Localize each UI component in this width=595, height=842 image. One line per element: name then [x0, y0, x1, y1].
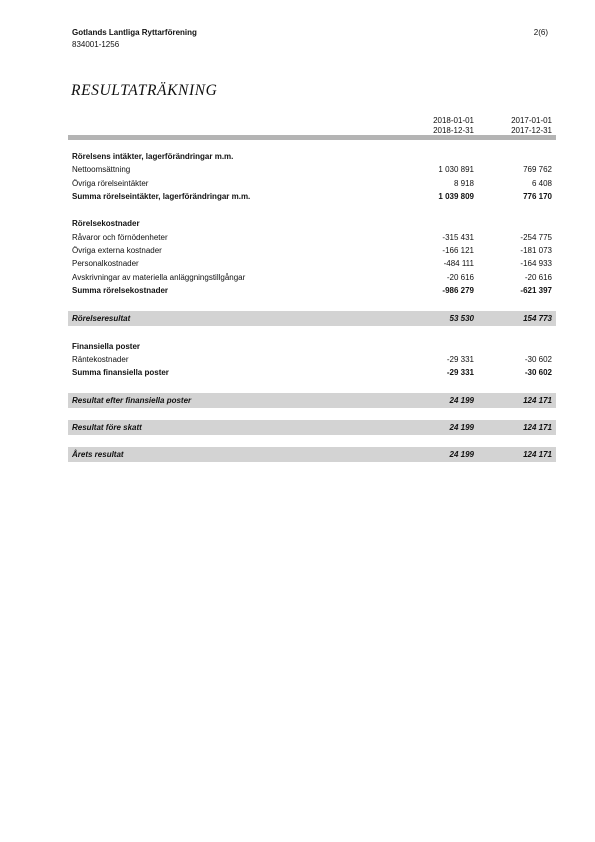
value-2017: -164 933 [520, 259, 552, 269]
row-label: Personalkostnader [72, 259, 139, 269]
row-label: Räntekostnader [72, 355, 129, 365]
row-label: Råvaror och förnödenheter [72, 232, 168, 242]
table-row [68, 271, 556, 284]
table-row [68, 163, 556, 176]
band-row-result-before-tax [68, 420, 556, 435]
spacer [68, 298, 556, 312]
column-header-2018 [433, 116, 474, 136]
column-2017-to: 2017-12-31 [511, 126, 552, 135]
sum-row-costs [68, 284, 556, 297]
heading-label: Rörelsens intäkter, lagerförändringar m.m. [72, 152, 234, 161]
band-row-operating-result [68, 311, 556, 326]
value-2017: 124 171 [523, 450, 552, 460]
row-label: Övriga externa kostnader [72, 245, 162, 255]
value-2018: -484 111 [443, 259, 474, 269]
section-heading-financial [68, 340, 556, 353]
table-row [68, 177, 556, 190]
value-2018: -315 431 [442, 232, 474, 242]
value-2018: 53 530 [449, 314, 474, 324]
band-row-result-after-financial [68, 393, 556, 408]
band-row-year-result [68, 447, 556, 462]
row-label: Resultat före skatt [72, 423, 142, 433]
section-heading-income [68, 150, 556, 163]
value-2018: 24 199 [449, 450, 474, 460]
row-label: Nettoomsättning [72, 165, 131, 175]
spacer [68, 408, 556, 420]
table-row [68, 353, 556, 366]
spacer [68, 435, 556, 447]
value-2018: 1 039 809 [438, 192, 474, 202]
income-statement-table [68, 150, 556, 462]
value-2018: 8 918 [453, 178, 474, 188]
org-name: Gotlands Lantliga Ryttarförening [72, 28, 197, 37]
column-2018-to: 2018-12-31 [433, 126, 474, 135]
row-label: Summa rörelsekostnader [72, 286, 169, 296]
heading-label: Rörelsekostnader [72, 219, 140, 229]
value-2017: -30 602 [524, 355, 552, 365]
org-number: 834001-1256 [72, 40, 120, 49]
table-row [68, 231, 556, 244]
value-2018: 24 199 [449, 423, 474, 433]
value-2018: -29 331 [446, 355, 474, 365]
value-2018: -20 616 [446, 272, 474, 282]
value-2017: 154 773 [523, 314, 552, 324]
spacer [68, 326, 556, 340]
value-2017: -254 775 [520, 232, 552, 242]
table-row [68, 257, 556, 270]
row-label: Resultat efter finansiella poster [72, 396, 192, 406]
value-2018: -29 331 [446, 368, 474, 378]
table-row [68, 244, 556, 257]
spacer [68, 380, 556, 394]
value-2017: -181 073 [520, 245, 552, 255]
value-2018: -166 121 [442, 245, 474, 255]
column-2017-from: 2017-01-01 [511, 116, 552, 125]
spacer [68, 204, 556, 218]
row-label: Summa finansiella poster [72, 368, 169, 378]
row-label: Övriga rörelseintäkter [72, 178, 149, 188]
section-heading-costs [68, 217, 556, 230]
value-2017: -30 602 [524, 368, 552, 378]
value-2017: 124 171 [523, 423, 552, 433]
heading-label: Finansiella poster [72, 341, 141, 351]
sum-row-financial [68, 366, 556, 379]
value-2017: 769 762 [523, 165, 552, 175]
value-2018: 1 030 891 [438, 165, 474, 175]
value-2017: 124 171 [523, 396, 552, 406]
value-2018: 24 199 [449, 396, 474, 406]
value-2017: -621 397 [520, 286, 552, 296]
value-2017: -20 616 [524, 272, 552, 282]
value-2017: 776 170 [523, 192, 552, 202]
row-label: Avskrivningar av materiella anläggningstillgångar [72, 272, 246, 282]
row-label: Årets resultat [72, 450, 124, 460]
value-2018: -986 279 [442, 286, 474, 296]
column-header-2017 [511, 116, 552, 136]
row-label: Rörelseresultat [72, 314, 131, 324]
row-label: Summa rörelseintäkter, lagerförändringar m.m. [72, 192, 251, 202]
column-2018-from: 2018-01-01 [433, 116, 474, 125]
sum-row-income [68, 190, 556, 203]
page-number: 2(6) [533, 28, 548, 37]
document-title: RESULTATRÄKNING [71, 82, 218, 99]
value-2017: 6 408 [531, 178, 552, 188]
header-rule [68, 135, 556, 140]
